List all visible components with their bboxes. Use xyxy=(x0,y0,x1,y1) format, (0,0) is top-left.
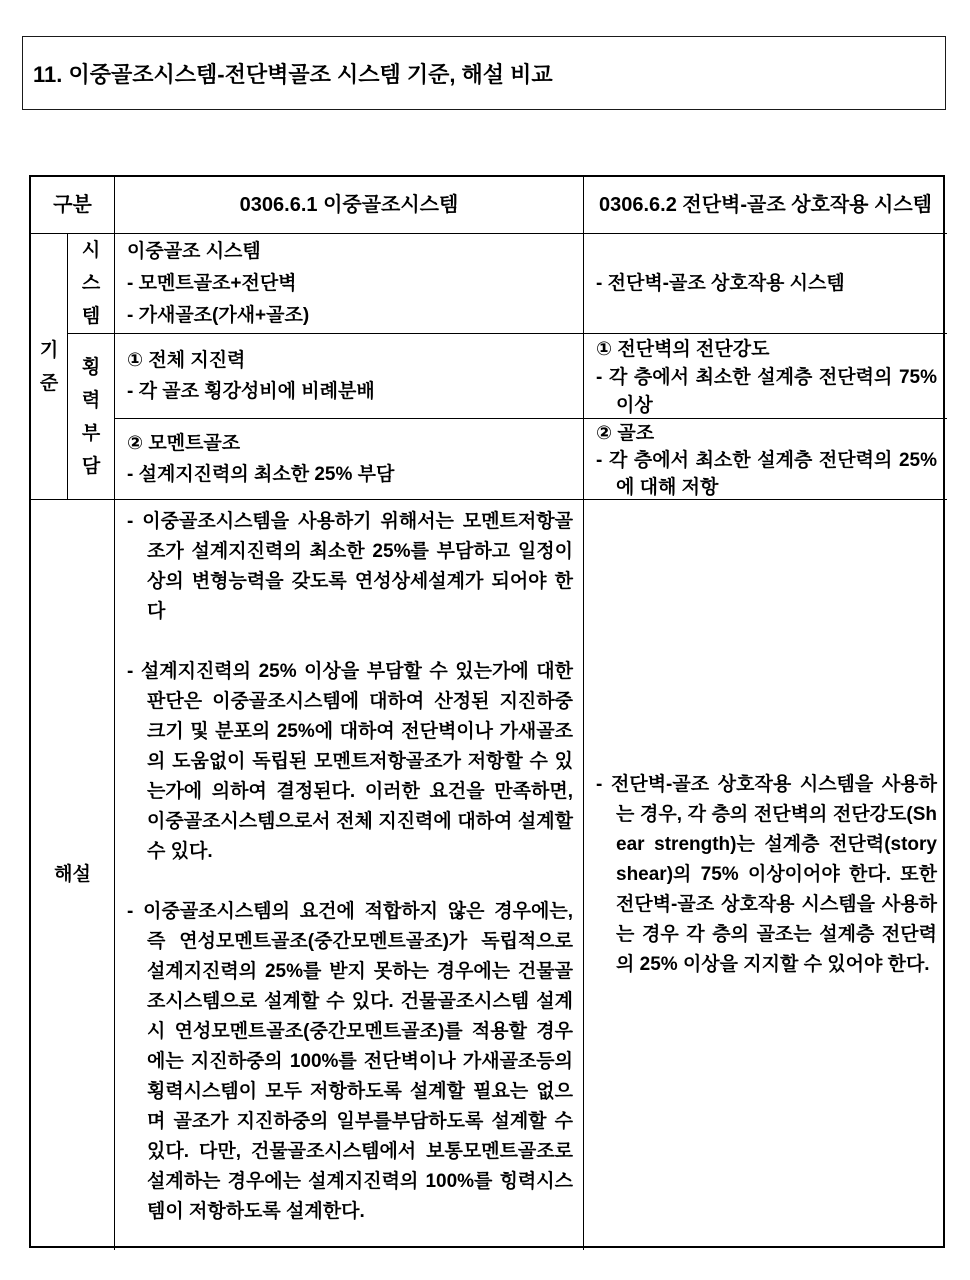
header-label-dual-frame: 0306.6.1 이중골조시스템 xyxy=(239,193,459,216)
row-label-commentary xyxy=(31,500,115,1250)
header-label-shearwall-frame: 0306.6.2 전단벽-골조 상호작용 시스템 xyxy=(598,193,933,216)
text-line: - 가새골조(가새+골조) xyxy=(127,304,310,326)
header-cell-shearwall-frame xyxy=(584,177,947,234)
lateral-share-label: 횡력부담 xyxy=(81,356,101,477)
text-line: ① 전체 지진력 xyxy=(127,350,246,371)
header-cell-category xyxy=(31,177,115,234)
text-line: ② 모멘트골조 xyxy=(127,433,241,454)
text-line: - 모멘트골조+전단벽 xyxy=(127,272,297,294)
commentary-paragraph: - 전단벽-골조 상호작용 시스템을 사용하는 경우, 각 층의 전단벽의 전단강도(Shear strength)는 설계층 전단력(story shear)의 75% 이상이어야 한다. 또한 전단벽-골조 상호작용 시스템을 사용하는 경우 각 층의 골조는 설계층 전단력의 25% 이상을 지지할 수 있어야 한다. xyxy=(596,774,937,975)
text-line: - 설계지진력의 최소한 25% 부담 xyxy=(127,464,395,485)
lateral1-dual-frame-cell xyxy=(115,334,584,419)
lateral2-dual-frame-cell xyxy=(115,419,584,500)
row-label-lateral-share xyxy=(68,334,115,500)
system-label: 시스템 xyxy=(81,240,101,327)
commentary-paragraph: - 이중골조시스템을 사용하기 위해서는 모멘트저항골조가 설계지진력의 최소한 25%를 부담하고 일정이상의 변형능력을 갖도록 연성상세설계가 되어야 한다 xyxy=(127,511,573,622)
text-line: - 전단벽-골조 상호작용 시스템 xyxy=(596,272,845,294)
commentary-dual-frame-cell xyxy=(115,500,584,1250)
text-line: - 각 골조 횡강성비에 비례분배 xyxy=(127,381,375,402)
rowgroup-label-criteria xyxy=(31,234,68,500)
system-row-interaction-cell xyxy=(584,234,947,334)
commentary-label: 해설 xyxy=(54,864,91,885)
commentary-paragraph: - 설계지진력의 25% 이상을 부담할 수 있는가에 대한 판단은 이중골조시스템에 대하여 산정된 지진하중 크기 및 분포의 25%에 대하여 전단벽이나 가새골조의 도움없이 독립된 모멘트저항골조가 저항할 수 있는가에 의하여 결정된다. 이러한 요건을 만족하면, 이중골조시스템으로서 전체 지진력에 대하여 설계할 수 있다. xyxy=(127,661,573,862)
title-box xyxy=(22,36,946,110)
commentary-interaction-cell xyxy=(584,500,947,1250)
lateral2-interaction-cell xyxy=(584,419,947,500)
text-line: - 각 층에서 최소한 설계층 전단력의 25%에 대해 저항 xyxy=(596,450,937,498)
text-line: 이중골조 시스템 xyxy=(127,240,261,262)
text-line: - 각 층에서 최소한 설계층 전단력의 75% 이상 xyxy=(596,367,937,416)
comparison-table xyxy=(29,175,945,1248)
row-label-system xyxy=(68,234,115,334)
page-title: 11. 이중골조시스템-전단벽골조 시스템 기준, 해설 비교 xyxy=(33,61,553,87)
criteria-label: 기준 xyxy=(39,339,59,394)
text-line: ① 전단벽의 전단강도 xyxy=(596,339,770,360)
text-line: ② 골조 xyxy=(596,423,655,444)
lateral1-interaction-cell xyxy=(584,334,947,419)
header-label-category: 구분 xyxy=(53,193,92,216)
system-row-dual-frame-cell xyxy=(115,234,584,334)
header-cell-dual-frame xyxy=(115,177,584,234)
commentary-paragraph: - 이중골조시스템의 요건에 적합하지 않은 경우에는, 즉 연성모멘트골조(중간모멘트골조)가 독립적으로 설계지진력의 25%를 받지 못하는 경우에는 건물골조시스템으로 설계할 수 있다. 건물골조시스템 설계시 연성모멘트골조(중간모멘트골조)를 적용할 경우에는 지진하중의 100%를 전단벽이나 가새골조등의 횡력시스템이 모두 저항하도록 설계할 필요는 없으며 골조가 지진하중의 일부를부담하도록 설계할 수 있다. 다만, 건물골조시스템에서 보통모멘트골조로 설계하는 경우에는 설계지진력의 100%를 힝력시스템이 저항하도록 설계한다. xyxy=(127,901,573,1222)
